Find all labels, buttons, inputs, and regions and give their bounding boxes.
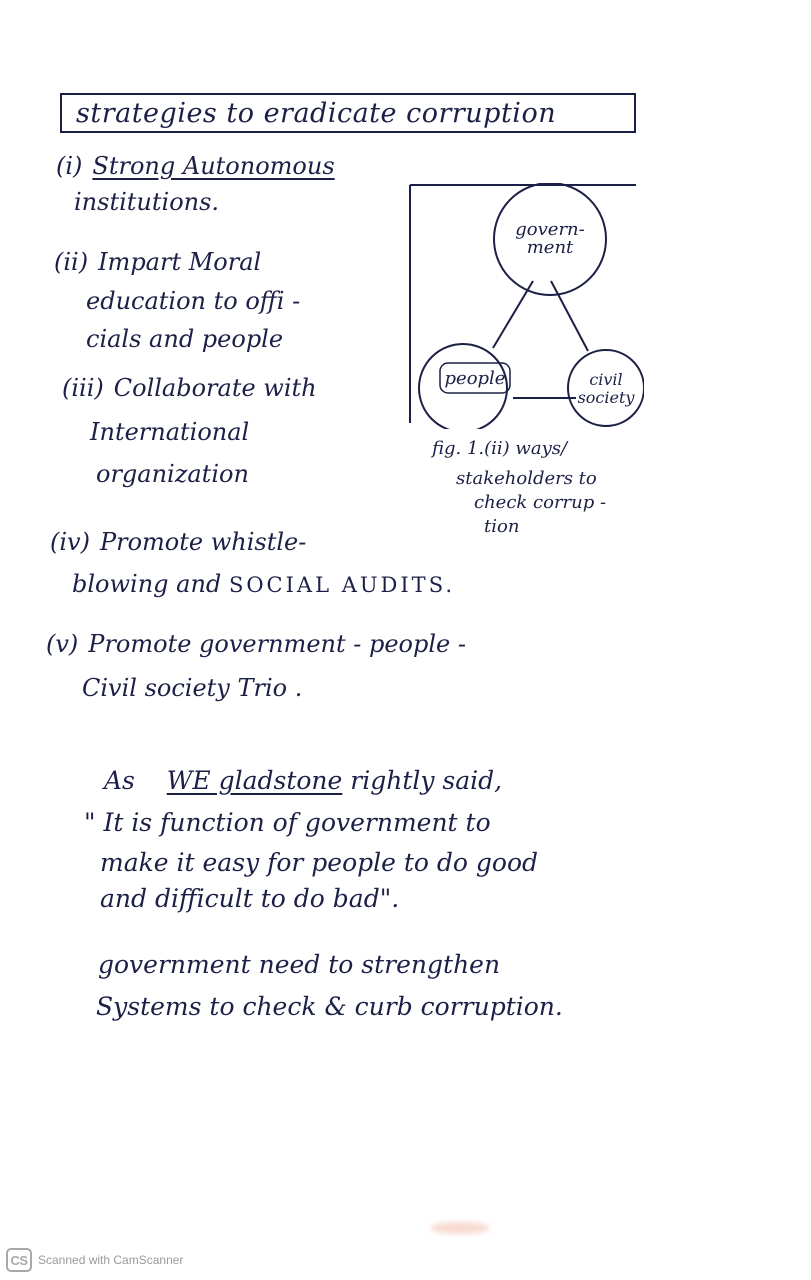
quote-line-2: make it easy for people to do good <box>100 848 539 877</box>
point-2-line-3: cials and people <box>86 325 284 353</box>
node-government: govern- ment <box>515 219 585 258</box>
quote-intro: As WE gladstone rightly said, <box>104 766 503 795</box>
point-5-line-2: Civil society Trio . <box>82 674 303 702</box>
conclusion-line-2: Systems to check & curb corruption. <box>96 992 563 1021</box>
stakeholder-diagram <box>408 183 644 429</box>
point-5-line-1: (v) Promote government - people - <box>46 630 466 658</box>
conclusion-line-1: government need to strengthen <box>98 950 501 979</box>
node-civil-society: civil society <box>577 370 635 407</box>
point-1-line-2: institutions. <box>74 188 220 216</box>
point-2-line-1: (ii) Impart Moral <box>54 248 262 276</box>
point-2-line-2: education to offi - <box>86 287 301 315</box>
point-3-line-1: (iii) Collaborate with <box>62 374 317 402</box>
point-3-line-2: International <box>90 418 250 446</box>
quote-line-3: and difficult to do bad". <box>100 884 400 913</box>
point-1-line-1: (i) Strong Autonomous <box>56 152 335 180</box>
figure-caption-line-4: tion <box>484 516 520 537</box>
watermark-text: Scanned with CamScanner <box>38 1253 184 1267</box>
heading: strategies to eradicate corruption <box>76 97 557 129</box>
point-4-line-2: blowing and SOCIAL AUDITS. <box>72 570 456 598</box>
scan-smudge <box>430 1222 490 1234</box>
camscanner-watermark <box>6 1245 183 1275</box>
node-people: people <box>444 368 506 389</box>
point-3-line-3: organization <box>96 460 249 488</box>
figure-caption-line-2: stakeholders to <box>456 468 597 489</box>
figure-caption-line-3: check corrup - <box>474 492 607 513</box>
camscanner-logo-icon: CS <box>6 1248 32 1272</box>
heading-box <box>60 93 636 133</box>
quote-line-1: " It is function of government to <box>84 808 491 837</box>
point-4-line-1: (iv) Promote whistle- <box>50 528 307 556</box>
quote-author: WE gladstone <box>166 766 343 795</box>
figure-caption-line-1: fig. 1.(ii) ways/ <box>432 438 568 459</box>
